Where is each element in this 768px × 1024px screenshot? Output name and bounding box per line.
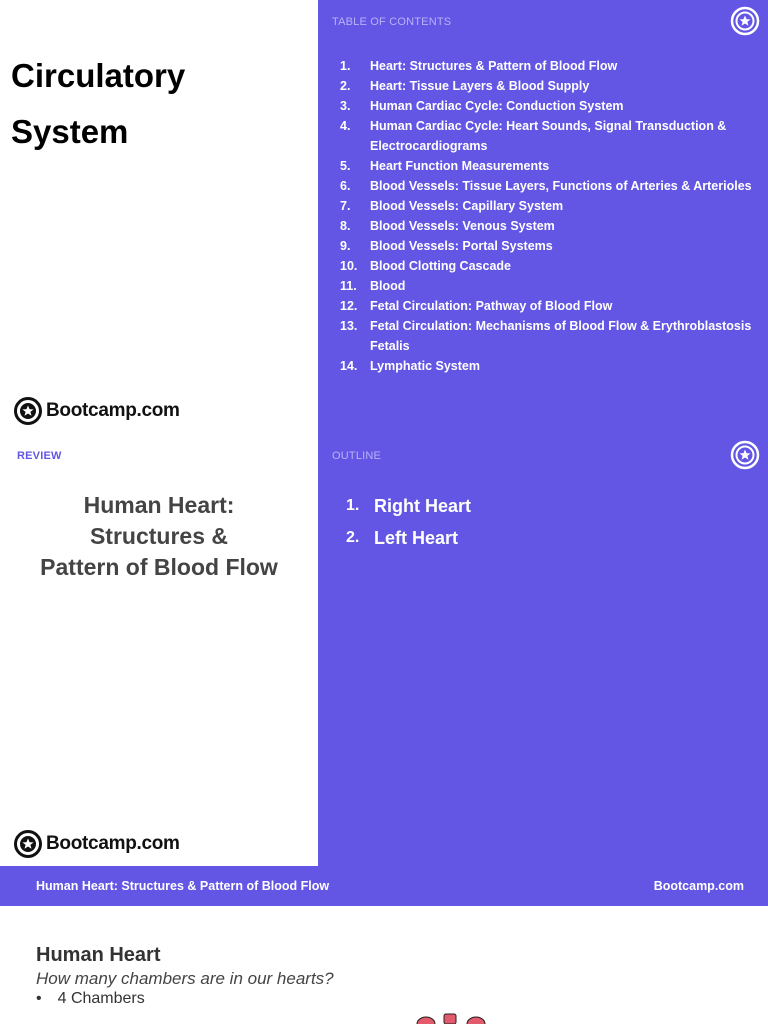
- toc-item[interactable]: 6. Blood Vessels: Tissue Layers, Functions of Arteries & Arterioles: [340, 179, 752, 193]
- outline-panel: [318, 434, 768, 866]
- heart-illustration: [404, 1010, 494, 1024]
- logo-wordmark: Bootcamp.com: [46, 833, 180, 854]
- review-title: Human Heart: Structures & Pattern of Blood Flow: [40, 492, 278, 580]
- toc-item[interactable]: 14. Lymphatic System: [340, 359, 480, 373]
- bullet-mark: •: [36, 990, 42, 1007]
- cover-title: [11, 48, 185, 160]
- toc-item[interactable]: 3. Human Cardiac Cycle: Conduction System: [340, 99, 624, 113]
- toc-item[interactable]: 7. Blood Vessels: Capillary System: [340, 199, 564, 213]
- toc-item[interactable]: 1. Heart: Structures & Pattern of Blood Flow: [340, 59, 618, 73]
- review-label: REVIEW: [17, 450, 62, 462]
- bullet-text: 4 Chambers: [57, 990, 145, 1007]
- slide-bullet: [36, 990, 145, 1008]
- logo-wordmark: Bootcamp.com: [46, 400, 180, 421]
- cover-panel: [0, 0, 318, 434]
- toc-item[interactable]: 10. Blood Clotting Cascade: [340, 259, 511, 273]
- slide-header-bar: [0, 866, 768, 906]
- toc-panel: [318, 0, 768, 434]
- toc-item[interactable]: 12. Fetal Circulation: Pathway of Blood Flow: [340, 299, 613, 313]
- bootcamp-logo: [14, 830, 180, 858]
- review-panel: [0, 434, 318, 866]
- bootcamp-logo-icon: [14, 397, 42, 425]
- outline-list: [346, 490, 471, 554]
- toc-item[interactable]: 8. Blood Vessels: Venous System: [340, 219, 555, 233]
- toc-item[interactable]: 2. Heart: Tissue Layers & Blood Supply: [340, 79, 590, 93]
- toc-item[interactable]: 4. Human Cardiac Cycle: Heart Sounds, Signal Transduction & Electrocardiograms: [340, 119, 727, 153]
- outline-item[interactable]: 1. Right Heart: [346, 496, 472, 516]
- cover-title-line2: System: [11, 113, 129, 150]
- toc-item[interactable]: 9. Blood Vessels: Portal Systems: [340, 239, 553, 253]
- bootcamp-logo: [14, 397, 180, 425]
- star-badge-icon: [730, 440, 760, 470]
- slide-question: How many chambers are in our hearts?: [36, 969, 334, 988]
- bootcamp-logo-icon: [14, 830, 42, 858]
- toc-item[interactable]: 11. Blood: [340, 279, 406, 293]
- slide-header-title: Human Heart: Structures & Pattern of Blood Flow: [36, 879, 330, 893]
- star-badge-icon: [730, 6, 760, 36]
- toc-list: [332, 56, 752, 376]
- cover-title-line1: Circulatory: [11, 57, 186, 94]
- toc-item[interactable]: 13. Fetal Circulation: Mechanisms of Blood Flow & Erythroblastosis Fetalis: [340, 319, 752, 353]
- toc-label: TABLE OF CONTENTS: [332, 16, 452, 28]
- slide-header-brand: Bootcamp.com: [653, 879, 744, 893]
- outline-label: OUTLINE: [332, 450, 382, 462]
- slide-content: [0, 906, 768, 1024]
- slide-heading: Human Heart: [36, 944, 161, 966]
- toc-item[interactable]: 5. Heart Function Measurements: [340, 159, 550, 173]
- outline-item[interactable]: 2. Left Heart: [346, 528, 459, 548]
